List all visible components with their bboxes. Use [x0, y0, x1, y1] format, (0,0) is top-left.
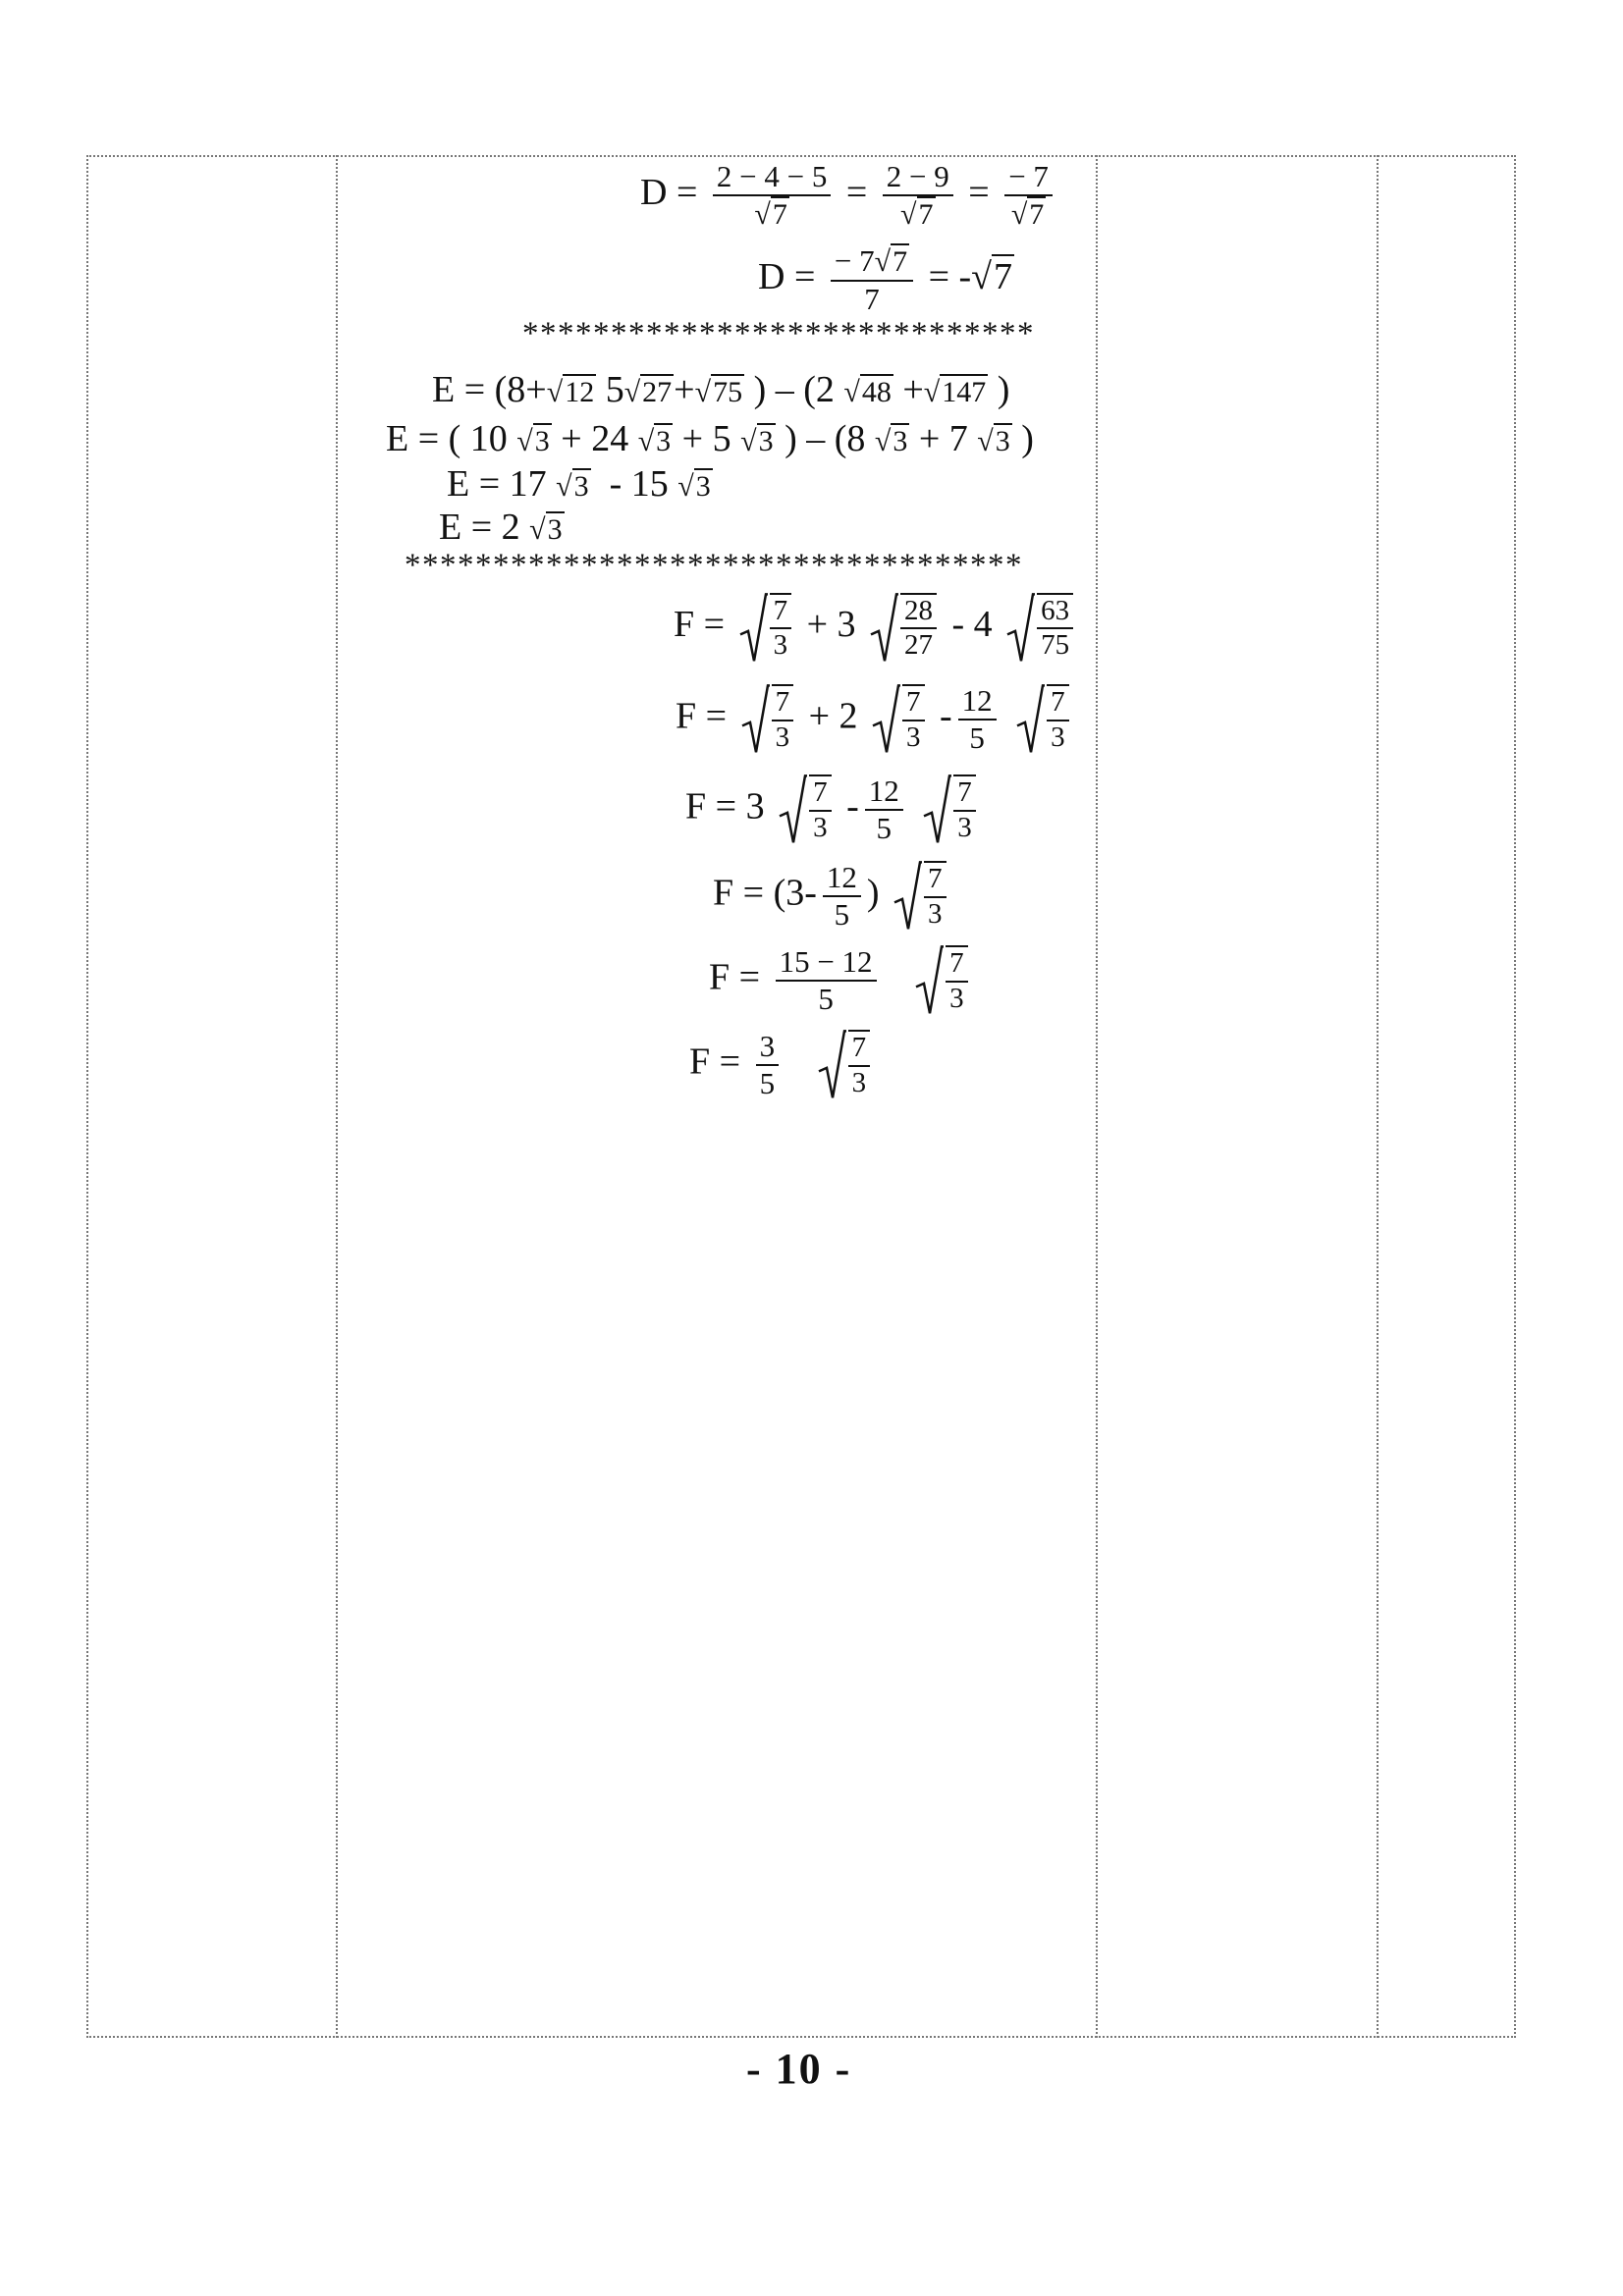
f-equation-line-1: F = $\frac{7}{3}$ + 3 $\frac{28}{27}$ - 4 $\frac{63}{75}$: [674, 593, 1079, 663]
separator-line-1: *****************************: [522, 316, 1035, 351]
e-equation-line-3: E = 17 √3 - 15 √3: [447, 463, 711, 505]
column-divider-2: [1096, 155, 1098, 2038]
e-equation-line-2: E = ( 10 √3 + 24 √3 + 5 √3 ) – (8 √3 + 7 √3 ): [386, 418, 1034, 459]
d-equation-line-1: D = $\frac{2 - 4 - 5}{√7}$ = $\frac{2 - 9}{√7}$ = $\frac{- 7}{√7}$: [640, 159, 1058, 232]
f-equation-line-3: F = 3 $\frac{7}{3}$ - $\frac{12}{5}$ $\frac{7}{3}$: [685, 774, 982, 845]
separator-line-2: ***********************************: [405, 548, 1023, 583]
d-equation-line-2: D = $\frac{- 7√7}{7}$ = -√7: [758, 243, 1013, 316]
page-number: - 10 -: [746, 2045, 852, 2093]
column-divider-1: [336, 155, 338, 2038]
e-equation-line-1: E = (8+√12 5√27+√75 ) – (2 √48 +√147 ): [432, 369, 1010, 410]
column-divider-3: [1377, 155, 1379, 2038]
f-equation-line-5: F = $\frac{15 - 12}{5}$ $\frac{7}{3}$: [709, 944, 974, 1016]
f-equation-line-6: F = $\frac{3}{5}$ $\frac{7}{3}$: [689, 1029, 876, 1100]
e-equation-line-4: E = 2 √3: [439, 507, 563, 548]
f-equation-line-4: F = (3- $\frac{12}{5}$ ) $\frac{7}{3}$: [713, 860, 952, 932]
f-equation-line-2: F = $\frac{7}{3}$ + 2 $\frac{7}{3}$ - $\frac{12}{5}$ $\frac{7}{3}$: [676, 683, 1075, 755]
